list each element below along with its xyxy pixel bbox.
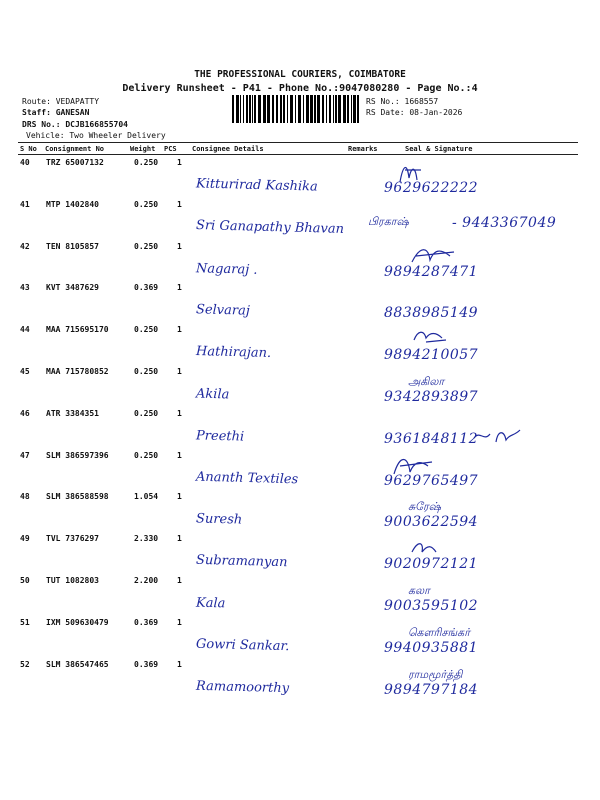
row-consignee-name: Akila	[195, 386, 230, 403]
row-phone: 9940935881	[384, 639, 479, 656]
row-sno: 43	[20, 283, 30, 293]
row-signature: கலா	[408, 584, 430, 597]
row-consignee-name: Suresh	[195, 511, 243, 528]
signature-scribble	[400, 167, 421, 182]
row-consignment-no: TUT 1082803	[46, 576, 99, 585]
row-pcs: 1	[177, 534, 182, 544]
row-signature: கௌரிசங்கர்	[408, 625, 470, 639]
col-sno: S No	[20, 145, 37, 153]
row-sno: 51	[20, 617, 30, 627]
row-pcs: 1	[177, 158, 182, 167]
vehicle-label: Vehicle: Two Wheeler Delivery	[26, 131, 166, 140]
row-consignee-name: Preethi	[195, 428, 245, 445]
row-phone: 9361848112	[384, 430, 479, 447]
signature-scribble	[412, 250, 454, 262]
row-weight: 0.250	[134, 241, 159, 251]
row-consignee-name: Selvaraj	[195, 302, 251, 320]
signature-scribble	[394, 460, 432, 475]
col-remarks: Remarks	[348, 145, 378, 153]
row-sno: 40	[20, 158, 30, 167]
row-phone: 9894287471	[384, 263, 479, 280]
row-consignee-name: Ramamoorthy	[195, 678, 290, 696]
company-title: THE PROFESSIONAL COURIERS, COIMBATORE	[194, 69, 406, 80]
row-sno: 52	[20, 659, 30, 669]
row-consignment-no: TVL 7376297	[46, 534, 99, 544]
row-weight: 2.330	[134, 534, 159, 544]
signature-scribble	[412, 544, 436, 552]
row-signature: சுரேஷ்	[408, 500, 441, 514]
runsheet-subtitle: Delivery Runsheet - P41 - Phone No.:9047080280 - Page No.:4	[122, 83, 478, 94]
row-weight: 0.250	[134, 450, 159, 460]
row-phone: - 9443367049	[452, 214, 557, 231]
row-pcs: 1	[177, 283, 182, 293]
row-consignee-name: Nagaraj .	[195, 260, 258, 278]
row-phone: 9629765497	[384, 472, 479, 489]
route-label: Route: VEDAPATTY	[22, 97, 100, 106]
row-phone: 9894797184	[384, 681, 479, 698]
row-sno: 44	[20, 325, 30, 335]
row-pcs: 1	[177, 617, 182, 627]
row-consignee-name: Kala	[195, 595, 226, 612]
row-consignment-no: TEN 8105857	[46, 241, 99, 251]
row-weight: 0.250	[134, 199, 159, 209]
row-weight: 1.054	[134, 492, 159, 502]
row-weight: 0.250	[134, 408, 159, 418]
row-weight: 0.369	[134, 617, 159, 627]
row-phone: 9003622594	[384, 514, 479, 531]
row-pcs: 1	[177, 325, 182, 335]
row-sno: 42	[20, 241, 30, 251]
row-consignment-no: MTP 1402840	[46, 199, 99, 209]
row-weight: 0.250	[134, 367, 159, 376]
row-consignment-no: SLM 386547465	[46, 659, 109, 669]
row-consignee-name: Subramanyan	[195, 552, 288, 571]
staff-label: Staff: GANESAN	[22, 108, 90, 117]
col-consignment: Consignment No	[45, 145, 105, 153]
signature-scribble	[474, 430, 520, 442]
row-weight: 2.200	[134, 576, 159, 585]
row-weight: 0.369	[134, 659, 159, 669]
row-pcs: 1	[177, 241, 182, 251]
row-weight: 0.250	[134, 158, 159, 167]
row-weight: 0.369	[134, 283, 159, 293]
row-sno: 50	[20, 576, 30, 585]
rs-number: RS No.: 1668557	[366, 97, 439, 106]
row-signature: பிரகாஷ்	[368, 214, 409, 228]
row-pcs: 1	[177, 576, 182, 585]
row-phone: 8838985149	[384, 305, 479, 322]
row-consignment-no: KVT 3487629	[46, 283, 99, 293]
col-seal: Seal & Signature	[405, 145, 473, 153]
row-consignee-name: Kitturirad Kashika	[195, 176, 318, 195]
row-pcs: 1	[177, 659, 182, 669]
row-signature: அகிலா	[408, 375, 445, 388]
row-consignee-name: Sri Ganapathy Bhavan	[195, 217, 345, 237]
row-pcs: 1	[177, 492, 182, 502]
row-signature: ராமமூர்த்தி	[408, 667, 463, 681]
row-pcs: 1	[177, 450, 182, 460]
col-consignee: Consignee Details	[192, 145, 264, 153]
row-consignment-no: ATR 3384351	[46, 408, 99, 418]
row-phone: 9629622222	[384, 180, 479, 196]
row-consignment-no: SLM 386597396	[46, 450, 109, 460]
row-pcs: 1	[177, 199, 182, 209]
row-consignment-no: SLM 386588598	[46, 492, 109, 502]
row-sno: 47	[20, 450, 30, 460]
row-sno: 45	[20, 367, 30, 376]
row-consignment-no: IXM 509630479	[46, 617, 109, 627]
col-weight: Weight	[130, 145, 156, 153]
row-phone: 9020972121	[384, 556, 479, 573]
row-sno: 41	[20, 199, 30, 209]
row-pcs: 1	[177, 408, 182, 418]
row-consignee-name: Ananth Textiles	[195, 469, 299, 487]
row-consignment-no: TRZ 65007132	[46, 158, 104, 167]
signature-scribble	[414, 332, 446, 342]
row-sno: 48	[20, 492, 30, 502]
row-consignment-no: MAA 715695170	[46, 325, 109, 335]
row-consignment-no: MAA 715780852	[46, 367, 109, 376]
row-pcs: 1	[177, 367, 182, 376]
row-phone: 9003595102	[384, 598, 479, 614]
row-weight: 0.250	[134, 325, 159, 335]
row-consignee-name: Hathirajan.	[195, 344, 272, 362]
row-phone: 9894210057	[384, 347, 479, 364]
row-sno: 49	[20, 534, 30, 544]
row-consignee-name: Gowri Sankar.	[195, 636, 290, 655]
row-sno: 46	[20, 408, 30, 418]
drs-number: DRS No.: DCJB166855704	[22, 120, 128, 129]
col-pcs: PCS	[164, 145, 177, 153]
row-phone: 9342893897	[384, 389, 479, 405]
rs-date: RS Date: 08-Jan-2026	[366, 108, 463, 117]
